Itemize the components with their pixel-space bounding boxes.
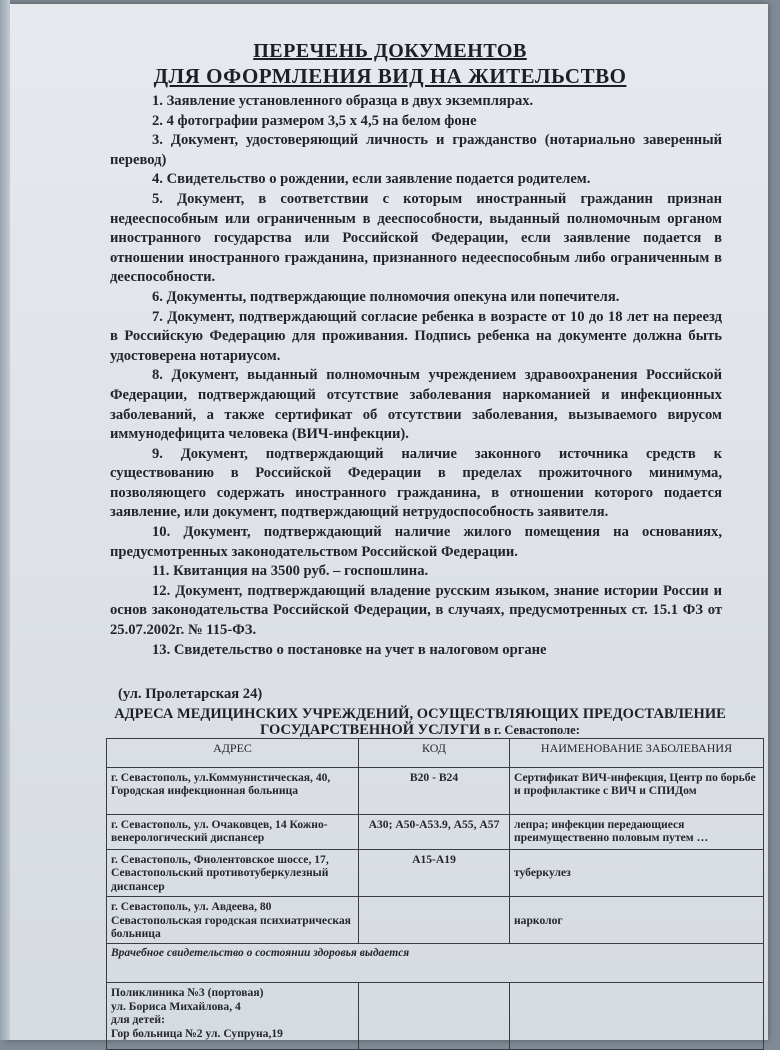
list-item: 4. Свидетельство о рождении, если заявление подается родителем. [152, 171, 591, 188]
list-item: 12. Документ, подтверждающий владение русским языком, знание истории России и основ законодательства Российской Федерации, в случаях, предусмотренных ст. 15.1 ФЗ от 25.07.2002г. № 115-ФЗ. [110, 582, 722, 639]
cell-address: г. Севастополь, ул. Авдеева, 80 Севастопольская городская психиатрическая больница [107, 897, 359, 944]
header-address: АДРЕС [107, 739, 359, 768]
list-item: 10. Документ, подтверждающий наличие жилого помещения на основаниях, предусмотренных законодательством Российской Федерации. [110, 524, 722, 560]
cell-code: В20 - В24 [359, 768, 510, 815]
list-item: 11. Квитанция на 3500 руб. – госпошлина. [152, 563, 429, 580]
table-caption-suffix: в г. Севастополе: [483, 723, 580, 737]
address-line: Поликлиника №3 (портовая) [111, 986, 264, 1000]
document-list [110, 92, 722, 660]
cell-disease: Сертификат ВИЧ-инфекция, Центр по борьбе и профилактике с ВИЧ и СПИДом [510, 768, 764, 815]
cell-disease: нарколог [510, 897, 764, 944]
table-row [107, 850, 764, 897]
header-code: КОД [359, 739, 510, 768]
table-row [107, 815, 764, 850]
list-item: 7. Документ, подтверждающий согласие ребенка в возрасте от 10 до 18 лет на переезд в Российскую Федерацию для проживания. Подпись ребенка на документе должна быть удостоверена нотариусом. [110, 308, 722, 364]
medical-institutions-table [106, 738, 764, 1050]
header-disease: НАИМЕНОВАНИЕ ЗАБОЛЕВАНИЯ [510, 739, 764, 768]
table-row [107, 768, 764, 815]
cell-code: А30; А50-А53.9, А55, А57 [359, 815, 510, 850]
cell-disease: туберкулез [510, 850, 764, 897]
cell-address: г. Севастополь, Фиолентовское шоссе, 17, Севастопольский противотуберкулезный диспансер [107, 850, 359, 897]
list-item: 8. Документ, выданный полномочным учреждением здравоохранения Российской Федерации, подтверждающий отсутствие заболевания наркоманией и инфекционных заболеваний, а также сертификат об отсутствии заболевания, вызываемого вирусом иммунодефицита человека (ВИЧ-инфекции). [110, 367, 722, 443]
table-row [107, 897, 764, 944]
list-item: 13. Свидетельство о постановке на учет в налоговом органе [152, 641, 547, 658]
address-line: ул. Бориса Михайлова, 4 [111, 999, 241, 1013]
tax-office-address: (ул. Пролетарская 24) [118, 686, 263, 702]
cell-address: г. Севастополь, ул. Очаковцев, 14 Кожно-венерологический диспансер [107, 815, 359, 850]
cell-address: г. Севастополь, ул.Коммунистическая, 40, Городская инфекционная больница [107, 768, 359, 815]
list-item: 2. 4 фотографии размером 3,5 х 4,5 на белом фоне [152, 112, 477, 129]
list-item: 5. Документ, в соответствии с которым иностранный гражданин признан недееспособным или ограниченным в дееспособности, выданный полномочным органом иностранного государства или Российской Федерации, если заявление подается в отношении иностранного гражданина, признанного недееспособным либо ограниченным в дееспособности. [110, 190, 722, 286]
health-certificate-note: Врачебное свидетельство о состоянии здоровья выдается [107, 944, 764, 983]
table-caption-line1: АДРЕСА МЕДИЦИНСКИХ УЧРЕЖДЕНИЙ, ОСУЩЕСТВЛЯЮЩИХ ПРЕДОСТАВЛЕНИЕ [114, 706, 726, 722]
table-note-row [107, 944, 764, 983]
table-caption-line2-wrap [100, 722, 740, 738]
table-header-row [107, 739, 764, 768]
wall-edge [0, 0, 10, 1040]
cell-disease: лепра; инфекции передающиеся преимущественно половым путем … [510, 815, 764, 850]
list-item: 1. Заявление установленного образца в двух экземплярах. [152, 93, 534, 109]
cell-code: А15-А19 [359, 850, 510, 897]
address-line: Гор больница №2 ул. Супруна,19 [111, 1026, 283, 1040]
list-item: 9. Документ, подтверждающий наличие законного источника средств к существованию в Российской Федерации в пределах прожиточного минимума, позволяющего содержать иностранного гражданина, в отношении которого подается заявление, или документ, подтверждающий нетрудоспособность заявителя. [110, 445, 722, 521]
table-caption-line2: ГОСУДАРСТВЕННОЙ УСЛУГИ [260, 722, 481, 738]
list-item: 3. Документ, удостоверяющий личность и гражданство (нотариально заверенный перевод) [110, 132, 722, 168]
cell-code [359, 897, 510, 944]
list-item: 6. Документы, подтверждающие полномочия опекуна или попечителя. [152, 288, 620, 305]
document-title-line2: ДЛЯ ОФОРМЛЕНИЯ ВИД НА ЖИТЕЛЬСТВО [153, 64, 627, 88]
document-title-line1: ПЕРЕЧЕНЬ ДОКУМЕНТОВ [253, 40, 527, 62]
address-line: для детей: [111, 1013, 165, 1027]
table-caption [100, 706, 740, 738]
